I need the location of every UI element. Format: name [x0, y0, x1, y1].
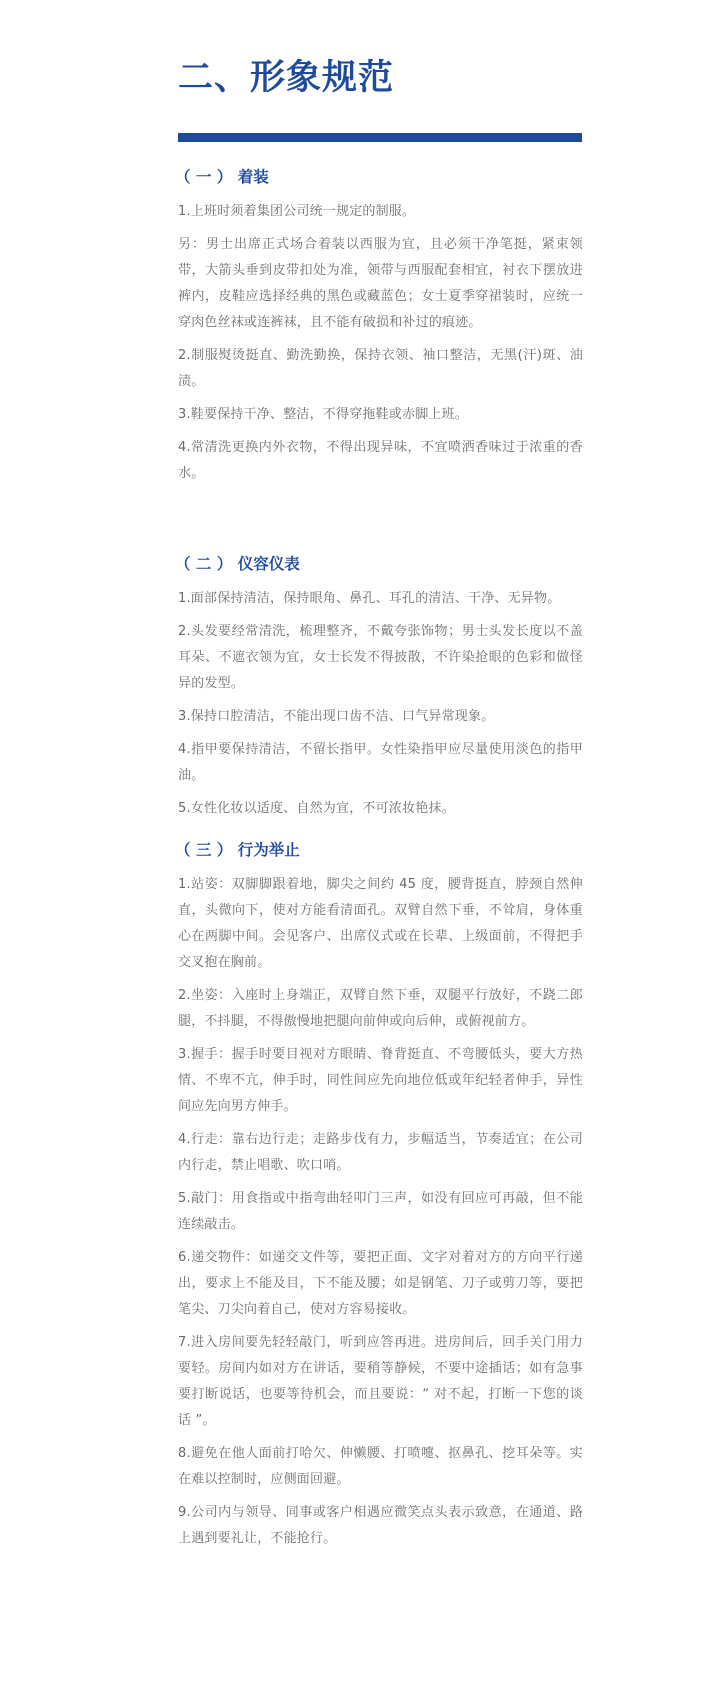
section-behavior — [175, 839, 583, 1559]
paragraph: 4.指甲要保持清洁，不留长指甲。女性染指甲应尽量使用淡色的指甲油。 — [178, 742, 583, 783]
paragraph: 7.进入房间要先轻轻敲门，听到应答再进。进房间后，回手关门用力要轻。房间内如对方在讲话，要稍等静候，不要中途插话；如有急事要打断说话，也要等待机会，而且要说：“ 对不起，打断一下您的谈话 ”。 — [178, 1335, 583, 1428]
page-title: 二、形象规范 — [178, 58, 395, 98]
paragraph: 1.面部保持清洁，保持眼角、鼻孔、耳孔的清洁、干净、无异物。 — [178, 591, 561, 606]
section-appearance — [175, 553, 583, 829]
paragraph: 1.上班时须着集团公司统一规定的制服。 — [178, 204, 416, 219]
paragraph: 另：男士出席正式场合着装以西服为宜，且必须干净笔挺，紧束领带，大箭头垂到皮带扣处为准，领带与西服配套相宜，衬衣下摆放进裤内，皮鞋应选择经典的黑色或藏蓝色；女士夏季穿裙装时，应统一穿肉色丝袜或连裤袜，且不能有破损和补过的痕迹。 — [178, 237, 583, 330]
section-attire — [175, 166, 583, 494]
paragraph: 9.公司内与领导、同事或客户相遇应微笑点头表示致意，在通道、路上遇到要礼让，不能抢行。 — [178, 1505, 583, 1546]
paragraph: 3.握手：握手时要目视对方眼睛、脊背挺直、不弯腰低头，要大方热情、不卑不亢，伸手时，同性间应先向地位低或年纪轻者伸手，异性间应先向男方伸手。 — [178, 1047, 583, 1114]
paragraph: 6.递交物件：如递交文件等，要把正面、文字对着对方的方向平行递出，要求上不能及目，下不能及腰；如是钢笔、刀子或剪刀等，要把笔尖、刀尖向着自己，使对方容易接收。 — [178, 1250, 583, 1317]
paragraph: 5.敲门：用食指或中指弯曲轻叩门三声，如没有回应可再敲，但不能连续敲击。 — [178, 1191, 583, 1232]
paragraph: 1.站姿：双脚脚跟着地，脚尖之间约 45 度，腰背挺直，脖颈自然伸直，头微向下，使对方能看清面孔。双臂自然下垂，不耸肩，身体重心在两脚中间。会见客户、出席仪式或在长辈、上级面前，不得把手交叉抱在胸前。 — [178, 877, 583, 970]
paragraph: 2.坐姿：入座时上身端正，双臂自然下垂，双腿平行放好，不跷二郎腿，不抖腿，不得傲慢地把腿向前伸或向后伸，或俯视前方。 — [178, 988, 583, 1029]
paragraph: 4.常清洗更换内外衣物，不得出现异味，不宜喷洒香味过于浓重的香水。 — [178, 440, 583, 481]
paragraph: 8.避免在他人面前打哈欠、伸懒腰、打喷嚏、抠鼻孔、挖耳朵等。实在难以控制时，应侧面回避。 — [178, 1446, 583, 1487]
paragraph: 3.保持口腔清洁，不能出现口齿不洁、口气异常现象。 — [178, 709, 495, 724]
paragraph: 4.行走：靠右边行走；走路步伐有力，步幅适当，节奏适宜；在公司内行走，禁止唱歌、吹口哨。 — [178, 1132, 583, 1173]
paragraph: 5.女性化妆以适度、自然为宜，不可浓妆艳抹。 — [178, 801, 455, 816]
section-heading: （ 二 ） 仪容仪表 — [175, 555, 300, 573]
paragraph: 3.鞋要保持干净、整洁，不得穿拖鞋或赤脚上班。 — [178, 407, 469, 422]
section-heading: （ 一 ） 着装 — [175, 168, 269, 186]
paragraph: 2.头发要经常清洗，梳理整齐，不戴夸张饰物；男士头发长度以不盖耳朵、不遮衣领为宜，女士长发不得披散，不许染抢眼的色彩和做怪异的发型。 — [178, 624, 583, 691]
title-divider — [178, 133, 582, 142]
paragraph: 2.制服熨烫挺直、勤洗勤换，保持衣领、袖口整洁，无黑(汗)斑、油渍。 — [178, 348, 583, 389]
section-heading: （ 三 ） 行为举止 — [175, 841, 300, 859]
